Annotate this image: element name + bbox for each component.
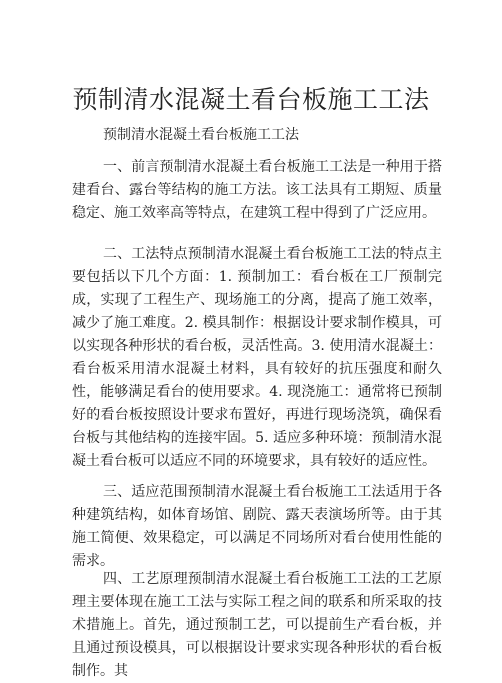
paragraph-preface: 一、前言预制清水混凝土看台板施工工法是一种用于搭建看台、露台等结构的施工方法。该工法具有工期短、质量稳定、施工效率高等特点，在建筑工程中得到了广泛应用。 [72,159,442,221]
document-subtitle: 预制清水混凝土看台板施工工法 [103,127,299,143]
paragraph-scope: 三、适应范围预制清水混凝土看台板施工工法适用于各种建筑结构，如体育场馆、剧院、露天表演场所等。由于其施工简便、效果稳定，可以满足不同场所对看台使用性能的需求。 [72,484,442,569]
document-title: 预制清水混凝土看台板施工工法 [72,85,430,114]
paragraph-principle: 四、工艺原理预制清水混凝土看台板施工工法的工艺原理主要体现在施工工法与实际工程之间的联系和所采取的技术措施上。首先，通过预制工艺，可以提前生产看台板，并且通过预设模具，可以根据设计要求实现各种形状的看台板制作。其 [72,571,442,679]
paragraph-features: 二、工法特点预制清水混凝土看台板施工工法的特点主要包括以下几个方面：1. 预制加工：看台板在工厂预制完成，实现了工程生产、现场施工的分离，提高了施工效率，减少了施工难度。2. 模具制作：根据设计要求制作模具，可以实现各种形状的看台板，灵活性高。3. 使用清水混凝土：看台板采用清水混凝土材料，具有较好的抗压强度和耐久性，能够满足看台的使用要求。4. 现浇施工：通常将已预制好的看台板按照设计要求布置好，再进行现场浇筑，确保看台板与其他结构的连接牢固。5. 适应多种环境：预制清水混凝土看台板可以适应不同的环境要求，具有较好的适应性。 [72,246,442,469]
